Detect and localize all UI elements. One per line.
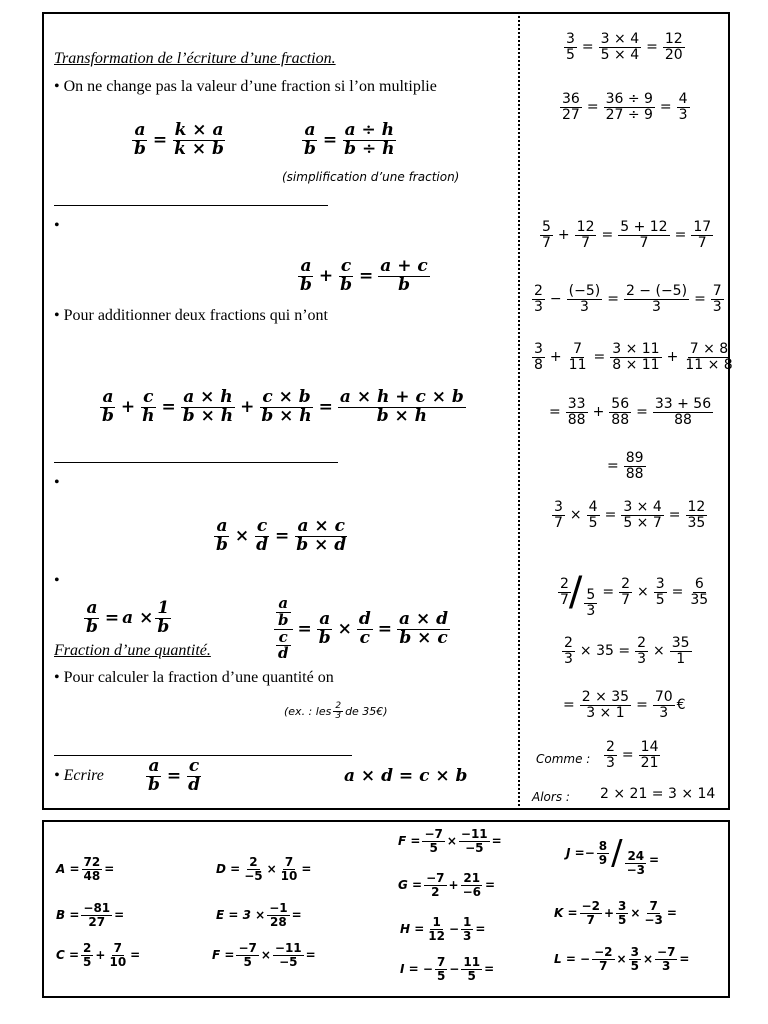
exercise-F-left: F = $\frac{-7}{5}$ × $\frac{-11}{-5}$ = [212, 941, 316, 969]
formula-sum-same-denominator: $\frac{a}{b}$ + $\frac{c}{b}$ = $\frac{a + c}{b}$ [300, 256, 428, 295]
exercise-F: F = $\frac{-7}{5}$ × $\frac{-11}{-5}$ = [398, 827, 502, 855]
bullet-quantity: • Pour calculer la fraction d’une quantité on [54, 669, 334, 686]
formula-cross-product: a × d = c × b [344, 766, 468, 786]
example-sum-same: $\frac{5}{7}$ + $\frac{12}{7}$ = $\frac{5 + 12}{7}$ = $\frac{17}{7}$ [542, 219, 712, 251]
exercise-B: B = $\frac{-81}{27}$ = [56, 901, 125, 929]
comme-label: Comme : [536, 752, 591, 766]
exercise-J: J = − $\frac{8}{9}$ / $\frac{24}{-3}$ = [566, 833, 660, 877]
example-product: $\frac{3}{7}$ × $\frac{4}{5}$ = $\frac{3 \times 4}{5 \times 7}$ = $\frac{12}{35}$ [554, 499, 706, 531]
formula-quotient: $\frac{\frac{a}{b}}{\frac{c}{d}}$ = $\frac{a}{b}$ × $\frac{d}{c}$ = $\frac{a \times d}{b \times c}$ [272, 596, 452, 662]
formula-cross-equal: $\frac{a}{b}$ = $\frac{c}{d}$ [148, 756, 201, 795]
exercise-G: G = $\frac{-7}{2}$ + $\frac{21}{-6}$ = [398, 871, 496, 899]
example-sum-result: = $\frac{89}{88}$ [607, 450, 644, 482]
formula-product: $\frac{a}{b}$ × $\frac{c}{d}$ = $\frac{a \times c}{b \times d}$ [216, 516, 347, 555]
exercise-I: I = − $\frac{7}{5}$ − $\frac{11}{5}$ = [400, 955, 495, 983]
bullet-2: • [54, 217, 60, 234]
example-note: (ex. : les $\frac{2}{3}$ de 35€) [284, 701, 388, 722]
example-amplify: $\frac{3}{5}$ = $\frac{3 \times 4}{5 \times 4}$ = $\frac{12}{20}$ [566, 31, 683, 63]
example-quantity-result: = $\frac{2 \times 35}{3 \times 1}$ = $\frac{70}{3}$ € [563, 689, 686, 721]
blank-line-3 [54, 755, 352, 756]
formula-divide: $\frac{a}{b}$ = $\frac{a \div h}{b \div h}$ [304, 120, 395, 159]
exercise-L: L = − $\frac{-2}{7}$ × $\frac{3}{5}$ × $\frac{-7}{3}$ = [554, 945, 690, 973]
exercise-D: D = $\frac{2}{-5}$ × $\frac{7}{10}$ = [216, 855, 312, 883]
bullet-add-different: • Pour additionner deux fractions qui n’ont [54, 307, 328, 324]
section-title-transformation: Transformation de l’écriture d’une fraction. [54, 50, 336, 67]
simplification-note: (simplification d’une fraction) [282, 170, 460, 184]
blank-line-2 [54, 462, 338, 463]
formula-inverse: $\frac{a}{b}$ = a × $\frac{1}{b}$ [86, 598, 170, 637]
exercise-H: H = $\frac{1}{12}$ − $\frac{1}{3}$ = [400, 915, 486, 943]
example-quantity: $\frac{2}{3}$ × 35 = $\frac{2}{3}$ × $\frac{35}{1}$ [564, 635, 690, 667]
example-sum-step2: = $\frac{33}{88}$ + $\frac{56}{88}$ = $\frac{33 + 56}{88}$ [549, 396, 712, 428]
bullet-4: • [54, 474, 60, 491]
exercise-A: A = $\frac{72}{48}$ = [56, 855, 115, 883]
bullet-write: • Ecrire [54, 767, 104, 784]
section-title-quantity: Fraction d’une quantité. [54, 642, 211, 659]
example-difference: $\frac{2}{3}$ − $\frac{(-5)}{3}$ = $\frac{2 - (-5)}{3}$ = $\frac{7}{3}$ [534, 283, 722, 315]
example-simplify: $\frac{36}{27}$ = $\frac{36 \div 9}{27 \div 9}$ = $\frac{4}{3}$ [562, 91, 688, 123]
column-divider [518, 16, 520, 806]
exercise-E: E = 3 × $\frac{-1}{28}$ = [216, 901, 302, 929]
blank-line-1 [54, 205, 328, 206]
exercise-K: K = $\frac{-2}{7}$ + $\frac{3}{5}$ × $\frac{7}{-3}$ = [554, 899, 677, 927]
example-cross-product: 2 × 21 = 3 × 14 [600, 786, 716, 802]
formula-sum-different-denominator: $\frac{a}{b}$ + $\frac{c}{h}$ = $\frac{a \times h}{b \times h}$ + $\frac{c \times b}{b \times h}$ = $\frac{a \times h + c \times b}{b \times h}$ [102, 387, 464, 426]
example-equal-fractions: $\frac{2}{3}$ = $\frac{14}{21}$ [606, 739, 659, 771]
example-quotient: $\frac{2}{7}$ / $\frac{5}{3}$ = $\frac{2}{7}$ × $\frac{3}{5}$ = $\frac{6}{35}$ [560, 569, 709, 619]
bullet-5: • [54, 572, 60, 589]
formula-multiply: $\frac{a}{b}$ = $\frac{k \times a}{k \times b}$ [134, 120, 224, 159]
bullet-multiply: • On ne change pas la valeur d’une fraction si l’on multiplie [54, 78, 437, 95]
example-sum-different: $\frac{3}{8}$ + $\frac{7}{11}$ = $\frac{3 \times 11}{8 \times 11}$ + $\frac{7 \times 8}{11 \times 8}$ [534, 341, 733, 373]
alors-label: Alors : [532, 790, 570, 804]
exercise-C: C = $\frac{2}{5}$ + $\frac{7}{10}$ = [56, 941, 141, 969]
